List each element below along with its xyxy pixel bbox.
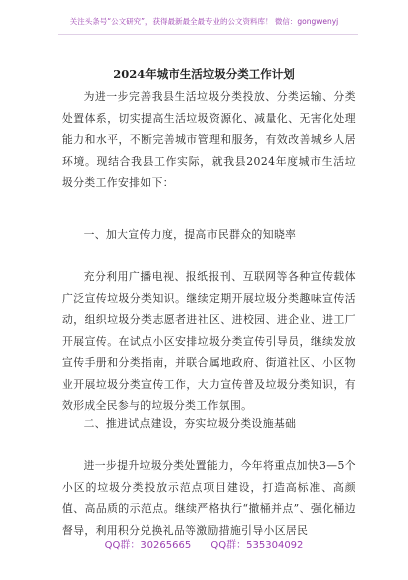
section-2-heading: 二、推进试点建设，夯实垃圾分类设施基础 xyxy=(83,417,297,430)
intro-paragraph: 为进一步完善我县生活垃圾分类投放、分类运输、分类处置体系，切实提高生活垃圾资源化、减量化、无害化处理能力和水平，不断完善城市管理和服务，有效改善城乡人居环境。现结合我县工作实际，就我县2024年度城市生活垃圾分类工作安排如下： xyxy=(62,90,356,189)
header-banner: 关注头条号“公文研究”，获得最新最全最专业的公文资料库！ 微信：gongwenyj xyxy=(69,17,339,26)
section-1-body: 充分利用广播电视、报纸报刊、互联网等各种宣传载体广泛宣传垃圾分类知识。继续定期开展垃圾分类趣味宣传活动，组织垃圾分类志愿者进社区、进校园、进企业、进工厂开展宣传。在试点小区安排垃圾分类宣传引导员，继续发放宣传手册和分类指南，并联合属地政府、街道社区、小区物业开展垃圾分类宣传工作，大力宣传普及垃圾分类知识，有效形成全民参与的垃圾分类工作氛围。 xyxy=(62,270,356,412)
footer-qq-group-2: QQ群：535304092 xyxy=(210,540,304,551)
document-title: 2024年城市生活垃圾分类工作计划 xyxy=(113,67,295,81)
header-divider xyxy=(58,34,358,35)
section-1-heading: 一、加大宣传力度，提高市民群众的知晓率 xyxy=(83,228,297,241)
footer-qq-group-1: QQ群：30265665 xyxy=(104,540,192,551)
footer-contact xyxy=(0,536,408,551)
section-2-body: 进一步提升垃圾分类处置能力，今年将重点加快3—5个小区的垃圾分类投放示范点项目建设，打造高标准、高颜值、高品质的示范点。继续严格执行“撤桶并点”、强化桶边督导，利用积分兑换礼品等激励措施引导小区居民 xyxy=(62,459,356,537)
